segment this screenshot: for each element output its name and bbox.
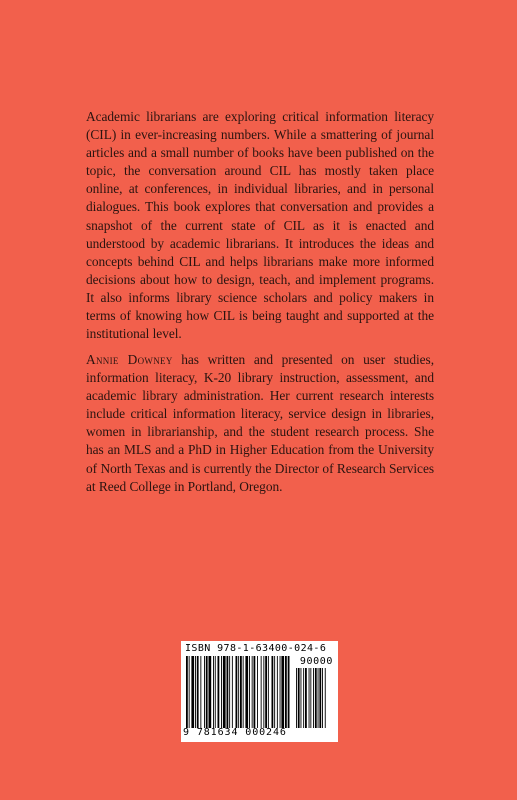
author-name: Annie Downey: [86, 352, 173, 367]
author-bio-text: has written and presented on user studies, information literacy, K-20 library instruction, assessment, and academic library administration. Her current research interests include critical information literacy, service design in libraries, women in librarianship, and the student research process. She has an MLS and a PhD in Higher Education from the University of North Texas and is currently the Director of Research Services at Reed College in Portland, Oregon.: [86, 352, 434, 494]
barcode-digits: 9 781634 000246: [183, 727, 287, 738]
book-description: Academic librarians are exploring critical information literacy (CIL) in ever-increasing numbers. While a smattering of journal articles and a small number of books have been published on the topic, the conversation around CIL has mostly taken place online, at conferences, in individual libraries, and in personal dialogues. This book explores that conversation and provides a snapshot of the current state of CIL as it is enacted and understood by academic librarians. It introduces the ideas and concepts behind CIL and helps librarians make more informed decisions about how to design, teach, and implement programs. It also informs library science scholars and policy makers in terms of knowing how CIL is being taught and supported at the institutional level.: [86, 109, 434, 342]
isbn-barcode: [181, 641, 338, 742]
isbn-label: ISBN 978-1-63400-024-6: [185, 643, 327, 654]
price-code: 90000: [299, 656, 333, 667]
author-bio: [86, 351, 434, 496]
